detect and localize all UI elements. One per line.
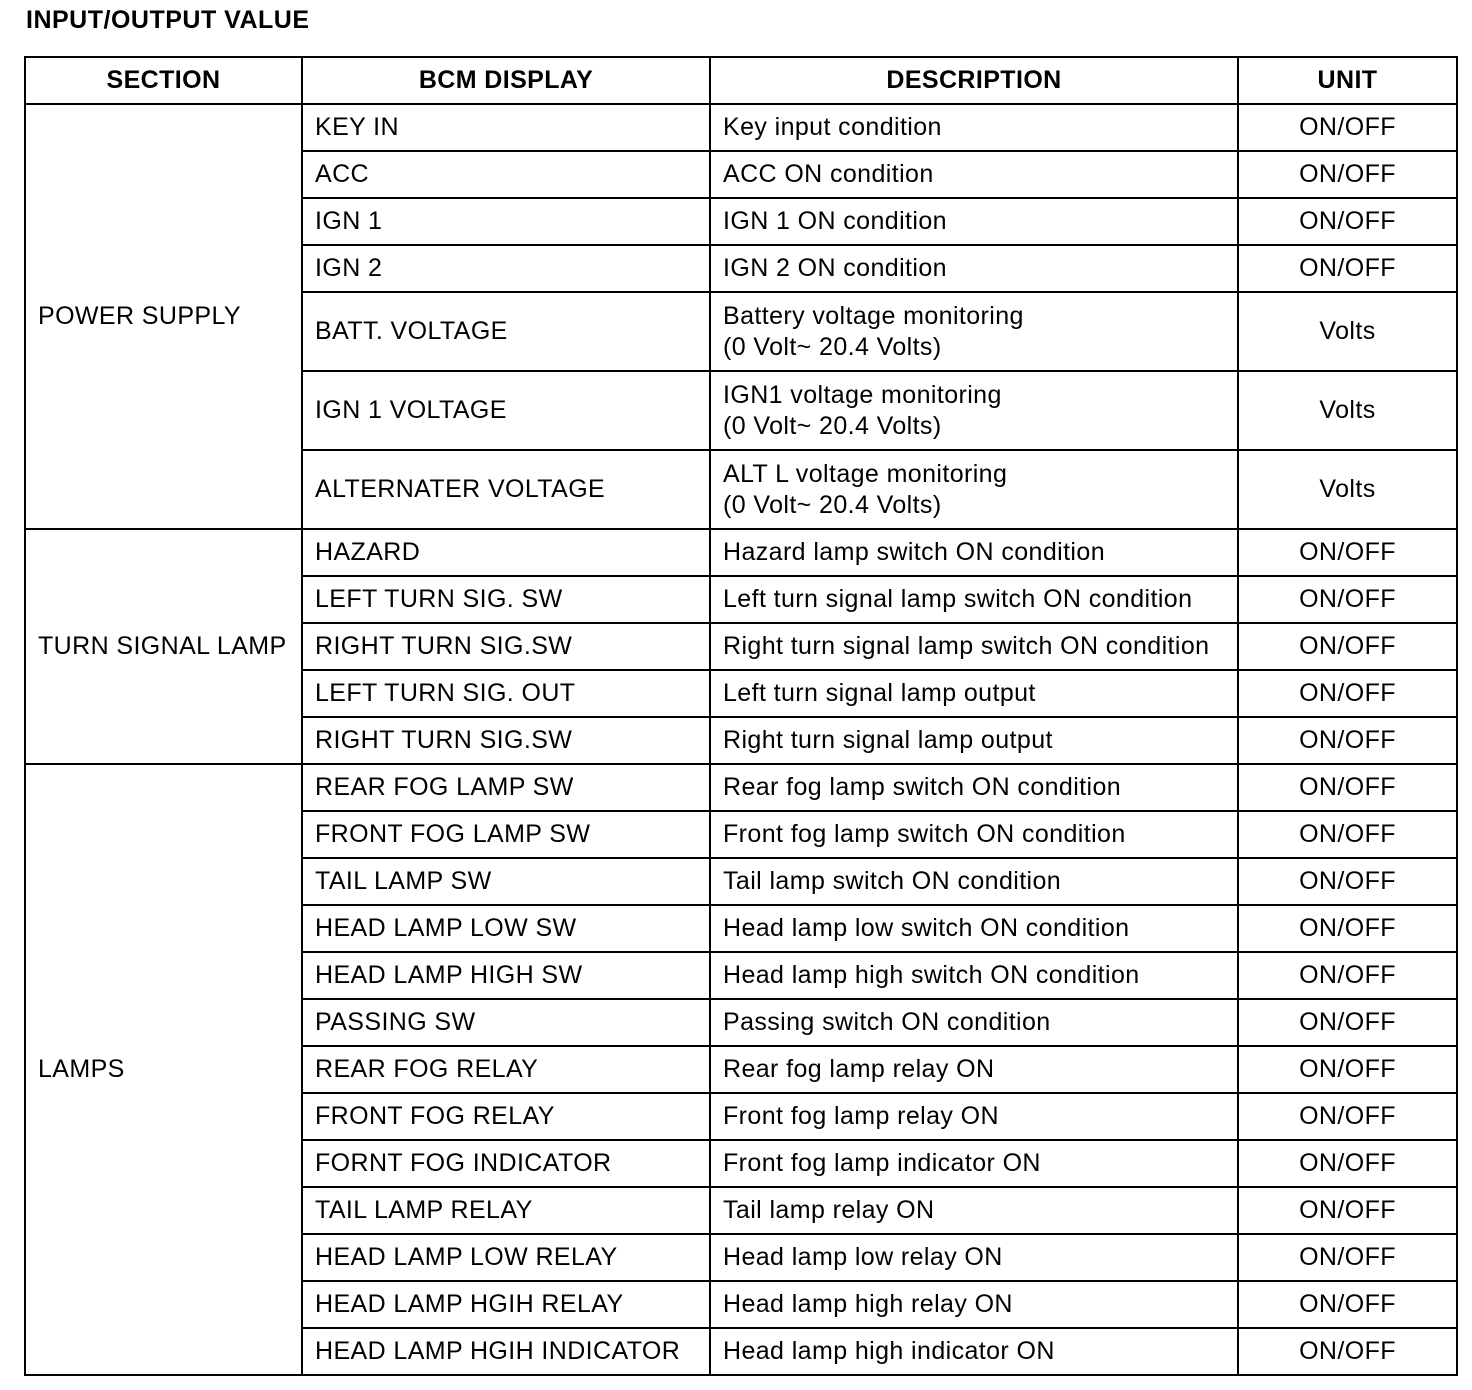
bcm-display-cell: IGN 1 <box>302 198 710 245</box>
bcm-display-cell: HEAD LAMP LOW RELAY <box>302 1234 710 1281</box>
description-range-text: (0 Volt~ 20.4 Volts) <box>723 411 942 440</box>
description-text: Left turn signal lamp output <box>723 679 1036 707</box>
unit-cell: Volts <box>1238 292 1457 371</box>
unit-cell: ON/OFF <box>1238 529 1457 576</box>
bcm-display-cell: PASSING SW <box>302 999 710 1046</box>
description-cell <box>710 764 1238 811</box>
unit-cell: Volts <box>1238 371 1457 450</box>
description-cell <box>710 1281 1238 1328</box>
unit-cell: ON/OFF <box>1238 905 1457 952</box>
unit-cell: ON/OFF <box>1238 1046 1457 1093</box>
description-text: ACC ON condition <box>723 160 934 188</box>
section-cell: TURN SIGNAL LAMP <box>25 529 302 764</box>
description-cell <box>710 858 1238 905</box>
table-row <box>25 529 1457 576</box>
unit-cell: ON/OFF <box>1238 151 1457 198</box>
bcm-display-cell: HEAD LAMP HGIH RELAY <box>302 1281 710 1328</box>
bcm-display-cell: RIGHT TURN SIG.SW <box>302 623 710 670</box>
description-text: Head lamp high relay ON <box>723 1290 1013 1318</box>
unit-cell: ON/OFF <box>1238 811 1457 858</box>
table-row <box>25 104 1457 151</box>
unit-cell: ON/OFF <box>1238 1187 1457 1234</box>
unit-cell: ON/OFF <box>1238 623 1457 670</box>
bcm-display-cell: KEY IN <box>302 104 710 151</box>
description-text: Front fog lamp switch ON condition <box>723 820 1126 848</box>
description-text: Head lamp high switch ON condition <box>723 961 1140 989</box>
unit-cell: ON/OFF <box>1238 1093 1457 1140</box>
description-text: Tail lamp relay ON <box>723 1196 935 1224</box>
section-cell: LAMPS <box>25 764 302 1375</box>
description-cell <box>710 450 1238 529</box>
description-cell <box>710 371 1238 450</box>
description-text: Tail lamp switch ON condition <box>723 867 1062 895</box>
description-text: Front fog lamp relay ON <box>723 1102 999 1130</box>
description-cell <box>710 811 1238 858</box>
unit-cell: ON/OFF <box>1238 198 1457 245</box>
description-cell <box>710 999 1238 1046</box>
description-cell <box>710 151 1238 198</box>
unit-cell: Volts <box>1238 450 1457 529</box>
bcm-display-cell: FRONT FOG RELAY <box>302 1093 710 1140</box>
bcm-display-cell: HEAD LAMP HIGH SW <box>302 952 710 999</box>
description-cell <box>710 576 1238 623</box>
bcm-display-cell: REAR FOG LAMP SW <box>302 764 710 811</box>
description-cell <box>710 1187 1238 1234</box>
bcm-display-cell: IGN 1 VOLTAGE <box>302 371 710 450</box>
bcm-display-cell: TAIL LAMP RELAY <box>302 1187 710 1234</box>
description-cell <box>710 623 1238 670</box>
description-cell <box>710 529 1238 576</box>
bcm-display-cell: BATT. VOLTAGE <box>302 292 710 371</box>
description-text: Key input condition <box>723 113 942 141</box>
unit-cell: ON/OFF <box>1238 1234 1457 1281</box>
description-cell <box>710 198 1238 245</box>
unit-cell: ON/OFF <box>1238 1328 1457 1375</box>
bcm-display-cell: FORNT FOG INDICATOR <box>302 1140 710 1187</box>
description-text: Right turn signal lamp output <box>723 726 1053 754</box>
unit-cell: ON/OFF <box>1238 1140 1457 1187</box>
bcm-display-cell: ALTERNATER VOLTAGE <box>302 450 710 529</box>
description-text: Hazard lamp switch ON condition <box>723 538 1105 566</box>
unit-cell: ON/OFF <box>1238 999 1457 1046</box>
description-cell <box>710 905 1238 952</box>
description-cell <box>710 670 1238 717</box>
bcm-display-cell: TAIL LAMP SW <box>302 858 710 905</box>
description-text: Head lamp high indicator ON <box>723 1337 1055 1365</box>
description-text: Passing switch ON condition <box>723 1008 1051 1036</box>
description-text: IGN 1 ON condition <box>723 207 947 235</box>
description-text: ALT L voltage monitoring <box>723 459 1008 488</box>
description-cell <box>710 1093 1238 1140</box>
description-text: Head lamp low relay ON <box>723 1243 1003 1271</box>
description-cell <box>710 104 1238 151</box>
description-cell <box>710 1234 1238 1281</box>
description-text: Head lamp low switch ON condition <box>723 914 1130 942</box>
table-header-row <box>25 57 1457 104</box>
bcm-display-cell: FRONT FOG LAMP SW <box>302 811 710 858</box>
bcm-display-cell: HAZARD <box>302 529 710 576</box>
bcm-display-cell: HEAD LAMP HGIH INDICATOR <box>302 1328 710 1375</box>
header-section: SECTION <box>25 57 302 104</box>
description-text: Rear fog lamp switch ON condition <box>723 773 1122 801</box>
section-cell: POWER SUPPLY <box>25 104 302 529</box>
table-body <box>25 104 1457 1375</box>
unit-cell: ON/OFF <box>1238 245 1457 292</box>
description-range-text: (0 Volt~ 20.4 Volts) <box>723 490 942 519</box>
unit-cell: ON/OFF <box>1238 576 1457 623</box>
unit-cell: ON/OFF <box>1238 104 1457 151</box>
unit-cell: ON/OFF <box>1238 717 1457 764</box>
bcm-display-cell: RIGHT TURN SIG.SW <box>302 717 710 764</box>
description-cell <box>710 1140 1238 1187</box>
description-text: IGN1 voltage monitoring <box>723 380 1002 409</box>
description-text: IGN 2 ON condition <box>723 254 947 282</box>
description-range-text: (0 Volt~ 20.4 Volts) <box>723 332 942 361</box>
bcm-display-cell: LEFT TURN SIG. SW <box>302 576 710 623</box>
bcm-display-cell: HEAD LAMP LOW SW <box>302 905 710 952</box>
description-text: Front fog lamp indicator ON <box>723 1149 1041 1177</box>
description-cell <box>710 952 1238 999</box>
unit-cell: ON/OFF <box>1238 1281 1457 1328</box>
bcm-display-cell: REAR FOG RELAY <box>302 1046 710 1093</box>
input-output-table <box>24 56 1458 1376</box>
description-cell <box>710 717 1238 764</box>
description-cell <box>710 245 1238 292</box>
header-unit: UNIT <box>1238 57 1457 104</box>
description-cell <box>710 292 1238 371</box>
description-text: Right turn signal lamp switch ON condition <box>723 632 1210 660</box>
bcm-display-cell: ACC <box>302 151 710 198</box>
description-cell <box>710 1046 1238 1093</box>
bcm-display-cell: LEFT TURN SIG. OUT <box>302 670 710 717</box>
description-cell <box>710 1328 1238 1375</box>
table-row <box>25 764 1457 811</box>
page-title: INPUT/OUTPUT VALUE <box>26 6 310 34</box>
description-text: Left turn signal lamp switch ON condition <box>723 585 1193 613</box>
unit-cell: ON/OFF <box>1238 952 1457 999</box>
description-text: Rear fog lamp relay ON <box>723 1055 995 1083</box>
unit-cell: ON/OFF <box>1238 670 1457 717</box>
header-bcm-display: BCM DISPLAY <box>302 57 710 104</box>
unit-cell: ON/OFF <box>1238 858 1457 905</box>
description-text: Battery voltage monitoring <box>723 301 1024 330</box>
bcm-display-cell: IGN 2 <box>302 245 710 292</box>
header-description: DESCRIPTION <box>710 57 1238 104</box>
unit-cell: ON/OFF <box>1238 764 1457 811</box>
